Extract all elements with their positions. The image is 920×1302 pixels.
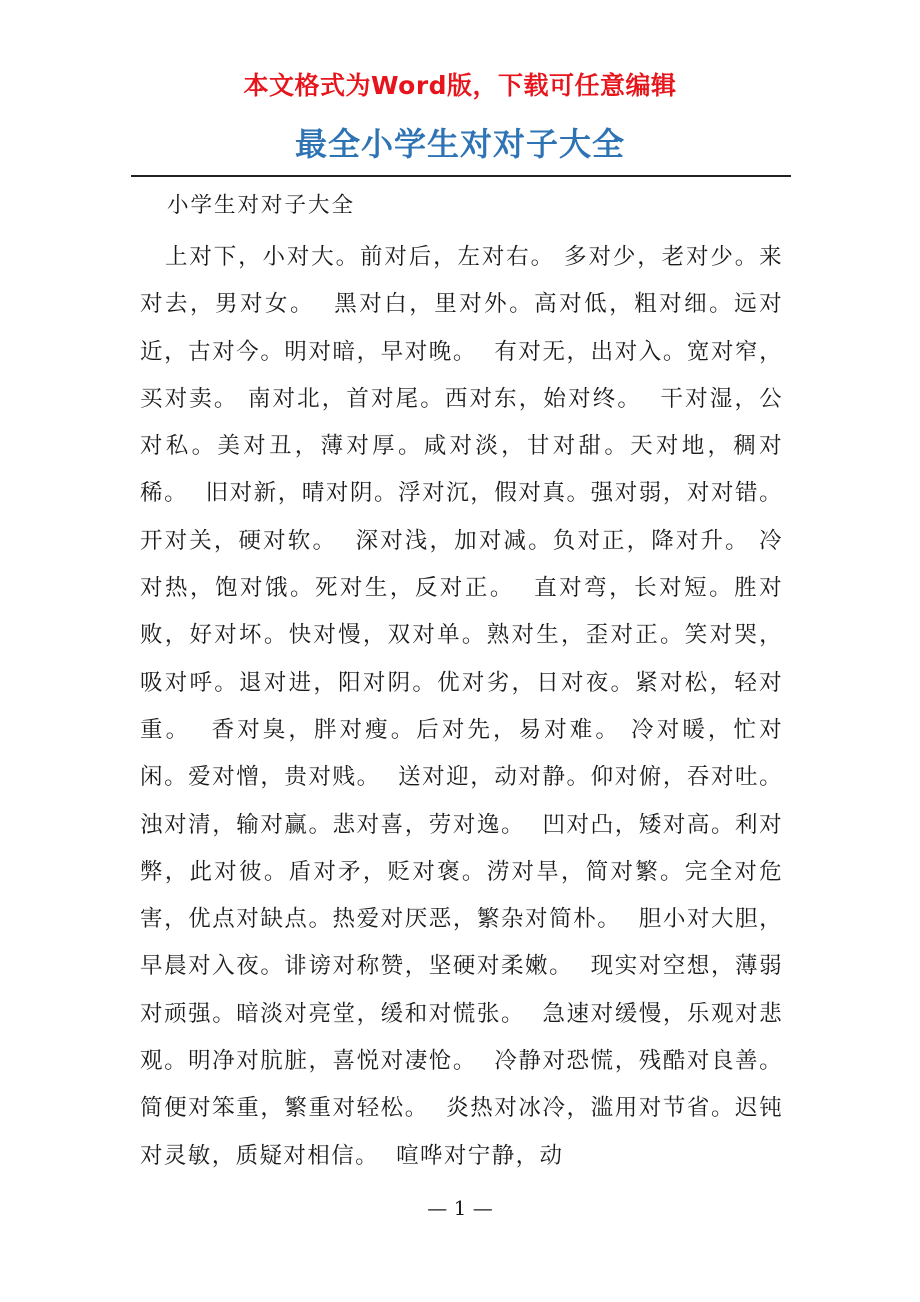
document-subtitle: 小学生对对子大全 bbox=[167, 193, 356, 218]
format-notice-banner: 本文格式为Word版，下载可任意编辑 bbox=[243, 71, 677, 100]
title-divider bbox=[131, 175, 791, 177]
document-title: 最全小学生对对子大全 bbox=[294, 125, 625, 163]
body-paragraph: 上对下，小对大。前对后，左对右。 多对少，老对少。来对去，男对女。 黑对白，里对外。高对低，粗对细。远对近，古对今。明对暗，早对晚。 有对无，出对入。宽对窄，买对卖。 南对北，首对尾。西对东，始对终。 干对湿，公对私。美对丑，薄对厚。咸对淡，甘对甜。天对地，稠对稀。 旧对新，晴对阴。浮对沉，假对真。强对弱，对对错。开对关，硬对软。 深对浅，加对减。负对正，降对升。 冷对热，饱对饿。死对生，反对正。 直对弯，长对短。胜对败，好对坏。快对慢，双对单。熟对生，歪对正。笑对哭，吸对呼。退对进，阳对阴。优对劣，日对夜。紧对松，轻对重。 香对臭，胖对瘦。后对先，易对难。 冷对暖，忙对闲。爱对憎，贵对贱。 送对迎，动对静。仰对俯，吞对吐。浊对清，输对赢。悲对喜，劳对逸。 凹对凸，矮对高。利对弊，此对彼。盾对矛，贬对褒。涝对旱，简对繁。完全对危害，优点对缺点。热爱对厌恶，繁杂对简朴。 胆小对大胆，早晨对入夜。诽谤对称赞，坚硬对柔嫩。 现实对空想，薄弱对顽强。暗淡对亮堂，缓和对慌张。 急速对缓慢，乐观对悲观。明净对肮脏，喜悦对凄怆。 冷静对恐慌，残酷对良善。简便对笨重，繁重对轻松。 炎热对冰冷，滥用对节省。迟钝对灵敏，质疑对相信。 喧哗对宁静，动 bbox=[140, 244, 783, 1169]
page-number: — 1 — bbox=[427, 1196, 493, 1220]
